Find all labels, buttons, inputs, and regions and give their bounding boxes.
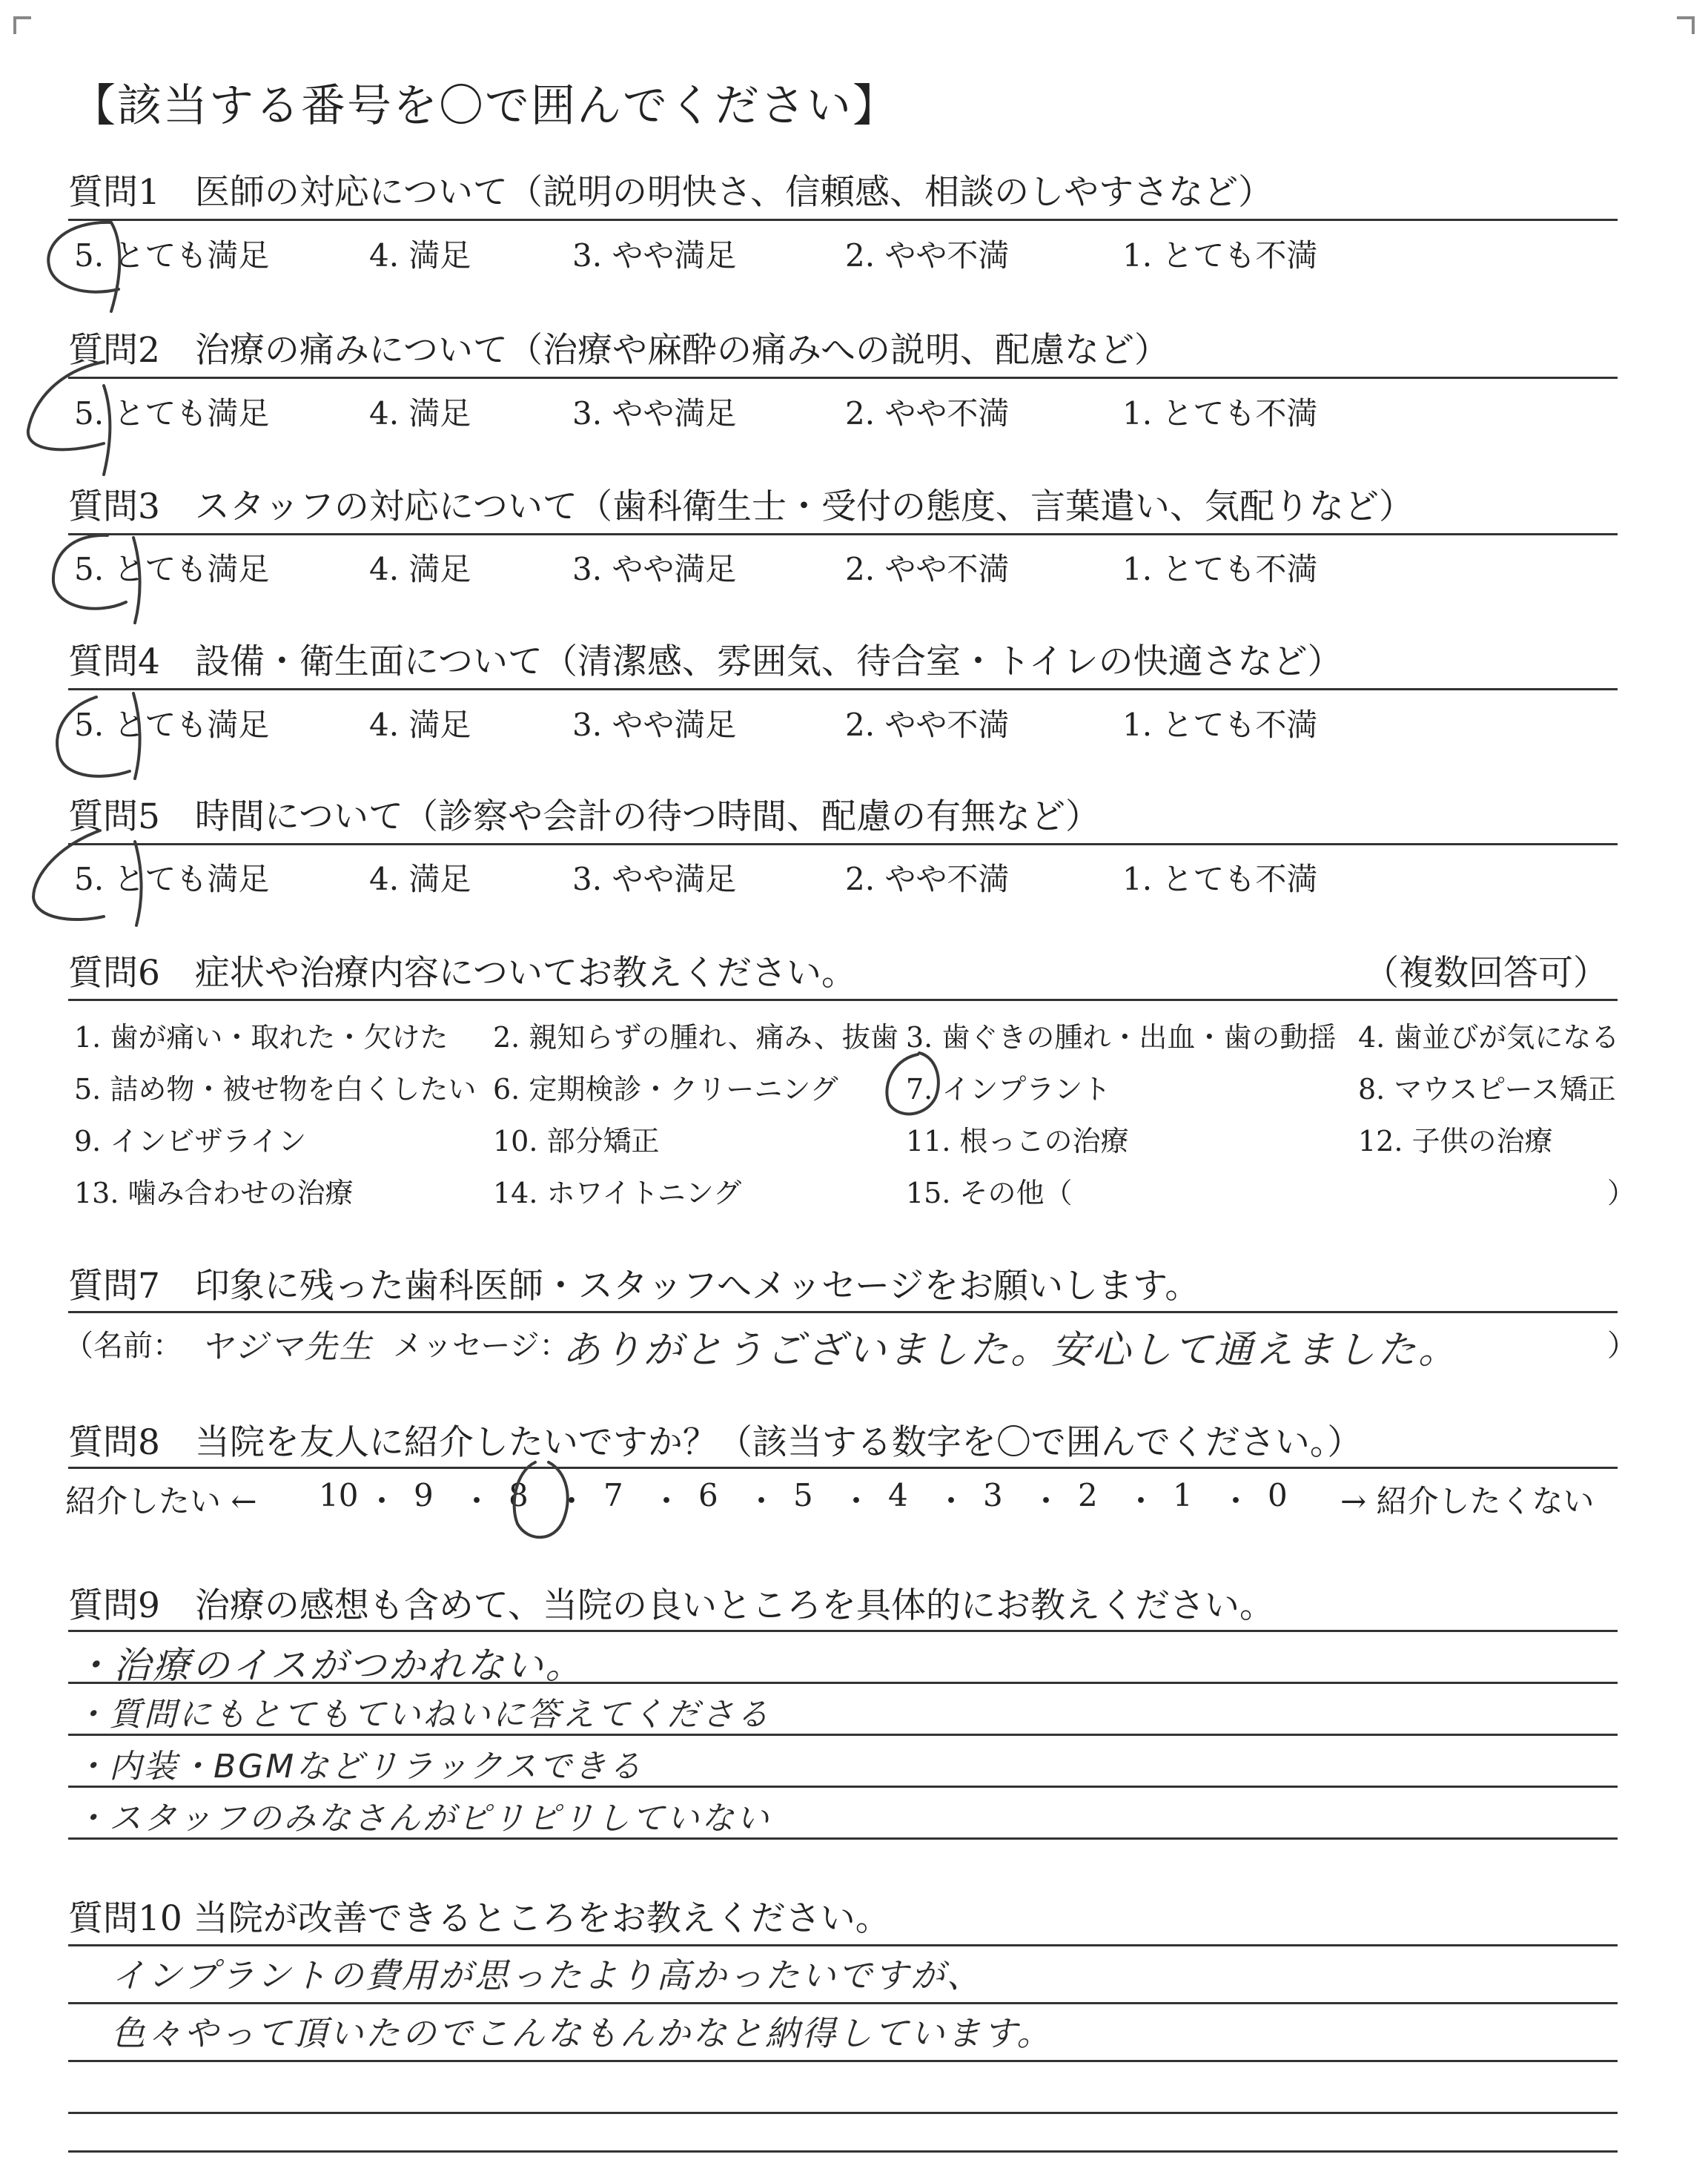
scale-separator: ・ bbox=[1125, 1483, 1157, 1519]
option[interactable]: 5. とても満足 bbox=[74, 237, 270, 274]
option[interactable]: 5. とても満足 bbox=[74, 861, 270, 897]
divider bbox=[68, 1311, 1618, 1313]
answer-line bbox=[68, 2002, 1618, 2004]
option[interactable]: 2. やや不満 bbox=[845, 551, 1010, 587]
answer-text[interactable]: ・スタッフのみなさんがピリピリしていない bbox=[74, 1800, 771, 1837]
symptom-option[interactable]: 8. マウスピース矯正 bbox=[1358, 1073, 1616, 1106]
scale-separator: ・ bbox=[651, 1483, 683, 1519]
scale-separator: ・ bbox=[841, 1483, 873, 1519]
symptom-option[interactable]: 11. 根っこの治療 bbox=[906, 1125, 1129, 1157]
symptom-option[interactable]: 5. 詰め物・被せ物を白くしたい bbox=[74, 1073, 477, 1106]
scale-separator: ・ bbox=[1030, 1483, 1062, 1519]
symptom-option[interactable]: 10. 部分矯正 bbox=[493, 1125, 660, 1157]
option[interactable]: 3. やや満足 bbox=[572, 395, 737, 432]
answer-text[interactable]: インプラントの費用が思ったより高かったいですが、 bbox=[111, 1955, 983, 1995]
other-close-paren: ） bbox=[1607, 1177, 1636, 1209]
answer-text[interactable]: 色々やって頂いたのでこんなもんかなと納得しています。 bbox=[111, 2013, 1053, 2053]
option[interactable]: 3. やや満足 bbox=[572, 237, 737, 274]
question-label: 質問6 症状や治療内容についてお教えください。 bbox=[68, 953, 856, 994]
answer-line bbox=[68, 1630, 1618, 1632]
question-label: 質問3 スタッフの対応について（歯科衛生士・受付の態度、言葉遣い、気配りなど） bbox=[68, 486, 1414, 527]
answer-line bbox=[68, 1944, 1618, 1946]
scale-separator: ・ bbox=[746, 1483, 778, 1519]
symptom-option[interactable]: 7. インプラント bbox=[906, 1073, 1111, 1106]
answer-line bbox=[68, 2060, 1618, 2062]
divider bbox=[68, 999, 1618, 1001]
symptom-option[interactable]: 1. 歯が痛い・取れた・欠けた bbox=[74, 1021, 448, 1054]
divider bbox=[68, 377, 1618, 379]
option[interactable]: 1. とても不満 bbox=[1122, 551, 1318, 587]
scale-number[interactable]: 1 bbox=[1173, 1477, 1193, 1513]
symptom-option-other[interactable]: 15. その他（ bbox=[906, 1177, 1073, 1209]
symptom-option[interactable]: 13. 噛み合わせの治療 bbox=[74, 1177, 354, 1209]
name-value[interactable]: ヤジマ先生 bbox=[200, 1328, 374, 1366]
option[interactable]: 1. とても不満 bbox=[1122, 707, 1318, 743]
scale-number[interactable]: 0 bbox=[1268, 1477, 1288, 1513]
scale-number[interactable]: 5 bbox=[793, 1477, 813, 1513]
message-label: メッセージ： bbox=[393, 1329, 569, 1363]
symptom-option[interactable]: 12. 子供の治療 bbox=[1358, 1125, 1553, 1157]
divider bbox=[68, 843, 1618, 845]
answer-line bbox=[68, 2150, 1618, 2153]
scale-number[interactable]: 9 bbox=[414, 1477, 434, 1513]
symptom-option[interactable]: 9. インビザライン bbox=[74, 1125, 307, 1157]
scale-separator: ・ bbox=[366, 1483, 398, 1519]
symptom-option[interactable]: 2. 親知らずの腫れ、痛み、抜歯 bbox=[493, 1021, 898, 1054]
option[interactable]: 1. とても不満 bbox=[1122, 237, 1318, 274]
page-title: 【該当する番号を〇で囲んでください】 bbox=[71, 80, 898, 132]
answer-line bbox=[68, 2112, 1618, 2114]
option[interactable]: 4. 満足 bbox=[369, 861, 471, 897]
scale-number[interactable]: 10 bbox=[319, 1477, 359, 1513]
option[interactable]: 2. やや不満 bbox=[845, 237, 1010, 274]
scan-corner-mark bbox=[1677, 16, 1695, 34]
divider bbox=[68, 688, 1618, 690]
scale-number[interactable]: 3 bbox=[983, 1477, 1003, 1513]
recommend-right-label: → 紹介したくない bbox=[1340, 1483, 1595, 1519]
answer-text[interactable]: ・内装・BGMなどリラックスできる bbox=[74, 1748, 643, 1786]
scale-number[interactable]: 4 bbox=[888, 1477, 908, 1513]
scale-number[interactable]: 6 bbox=[698, 1477, 718, 1513]
option[interactable]: 1. とても不満 bbox=[1122, 395, 1318, 432]
symptom-option[interactable]: 14. ホワイトニング bbox=[493, 1177, 742, 1209]
option[interactable]: 3. やや満足 bbox=[572, 707, 737, 743]
multiple-answers-note: （複数回答可） bbox=[1364, 953, 1608, 994]
option[interactable]: 5. とても満足 bbox=[74, 395, 270, 432]
option[interactable]: 4. 満足 bbox=[369, 551, 471, 587]
option[interactable]: 3. やや満足 bbox=[572, 551, 737, 587]
question-label: 質問1 医師の対応について（説明の明快さ、信頼感、相談のしやすさなど） bbox=[68, 172, 1274, 213]
option[interactable]: 4. 満足 bbox=[369, 707, 471, 743]
recommend-left-label: 紹介したい ← bbox=[65, 1483, 257, 1519]
name-label: （名前： bbox=[64, 1329, 182, 1363]
option[interactable]: 2. やや不満 bbox=[845, 861, 1010, 897]
option[interactable]: 2. やや不満 bbox=[845, 707, 1010, 743]
message-close-paren: ） bbox=[1607, 1329, 1637, 1363]
divider bbox=[68, 533, 1618, 535]
option[interactable]: 1. とても不満 bbox=[1122, 861, 1318, 897]
divider bbox=[68, 1467, 1618, 1469]
answer-text[interactable]: ・治療のイスがつかれない。 bbox=[74, 1644, 585, 1687]
scale-separator: ・ bbox=[1220, 1483, 1252, 1519]
option[interactable]: 5. とても満足 bbox=[74, 551, 270, 587]
symptom-option[interactable]: 6. 定期検診・クリーニング bbox=[493, 1073, 838, 1106]
symptom-option[interactable]: 3. 歯ぐきの腫れ・出血・歯の動揺 bbox=[906, 1021, 1337, 1054]
question-label: 質問5 時間について（診察や会計の待つ時間、配慮の有無など） bbox=[68, 796, 1100, 837]
symptom-option[interactable]: 4. 歯並びが気になる bbox=[1358, 1021, 1620, 1054]
message-value[interactable]: ありがとうございました。安心して通えました。 bbox=[562, 1328, 1460, 1373]
answer-text[interactable]: ・質問にもとてもていねいに答えてくださる bbox=[74, 1696, 771, 1734]
option[interactable]: 4. 満足 bbox=[369, 395, 471, 432]
question-label: 質問7 印象に残った歯科医師・スタッフへメッセージをお願いします。 bbox=[68, 1266, 1200, 1307]
question-label: 質問10 当院が改善できるところをお教えください。 bbox=[68, 1898, 890, 1939]
scale-number[interactable]: 8 bbox=[509, 1477, 529, 1513]
scan-corner-mark bbox=[13, 16, 31, 34]
scale-number[interactable]: 2 bbox=[1078, 1477, 1098, 1513]
divider bbox=[68, 219, 1618, 221]
option[interactable]: 5. とても満足 bbox=[74, 707, 270, 743]
option[interactable]: 3. やや満足 bbox=[572, 861, 737, 897]
option[interactable]: 4. 満足 bbox=[369, 237, 471, 274]
scale-separator: ・ bbox=[461, 1483, 493, 1519]
scale-separator: ・ bbox=[936, 1483, 967, 1519]
scale-separator: ・ bbox=[556, 1483, 588, 1519]
option[interactable]: 2. やや不満 bbox=[845, 395, 1010, 432]
question-label: 質問8 当院を友人に紹介したいですか？（該当する数字を〇で囲んでください。） bbox=[68, 1422, 1363, 1463]
question-label: 質問9 治療の感想も含めて、当院の良いところを具体的にお教えください。 bbox=[68, 1585, 1274, 1626]
question-label: 質問2 治療の痛みについて（治療や麻酔の痛みへの説明、配慮など） bbox=[68, 330, 1170, 371]
question-label: 質問4 設備・衛生面について（清潔感、雰囲気、待合室・トイレの快適さなど） bbox=[68, 641, 1343, 682]
scale-number[interactable]: 7 bbox=[603, 1477, 623, 1513]
